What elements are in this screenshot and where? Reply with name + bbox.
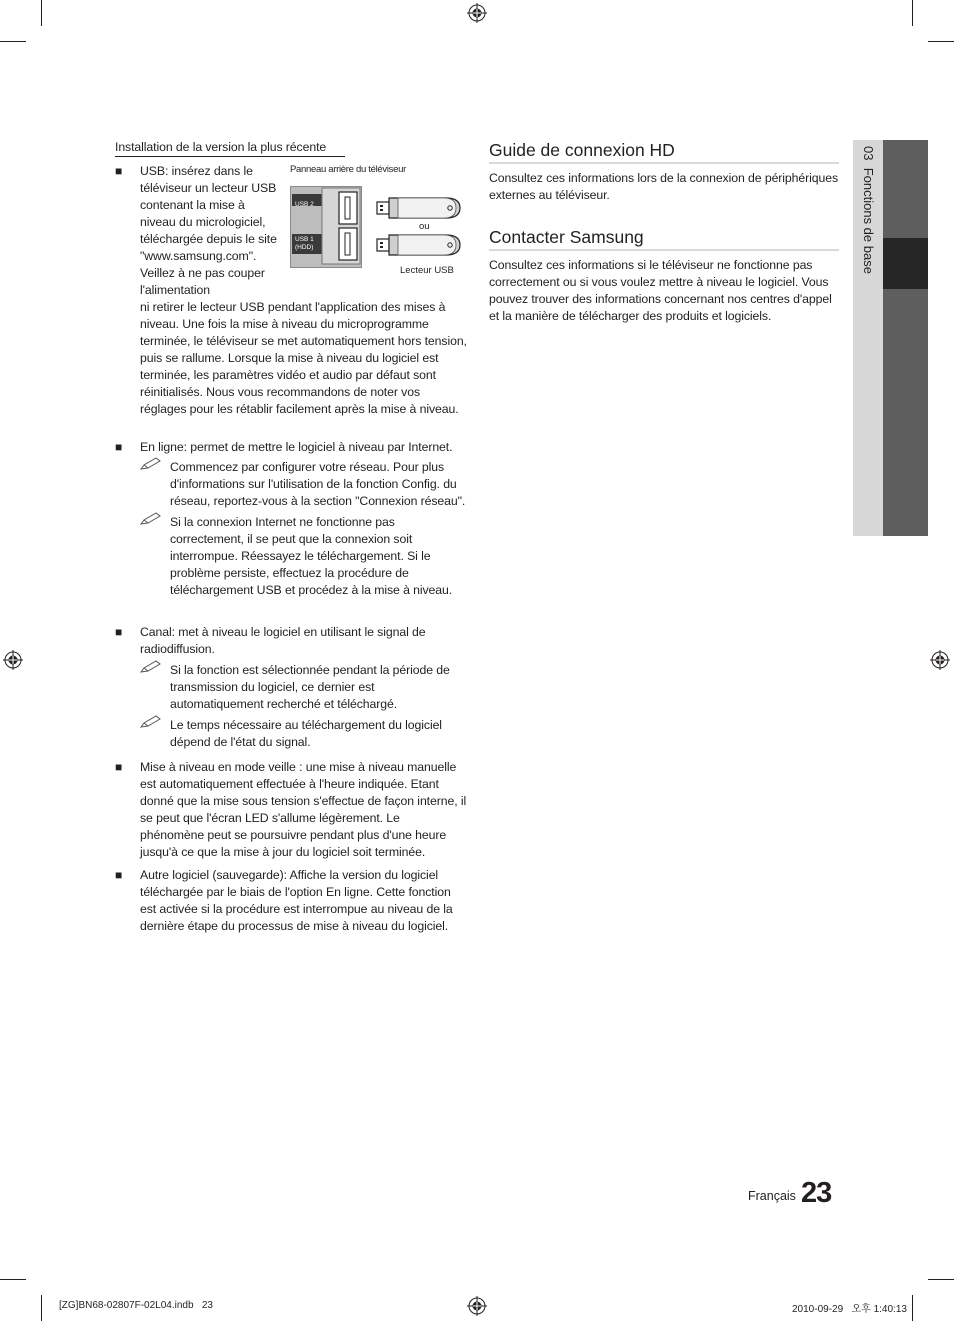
note-text: Si la connexion Internet ne fonctionne pas correctement, il se peut que la connexion soit interrompue. Réessayez le téléchargement. Si le problème persiste, effectuez la procédure de téléchargement USB et procédez à la mise à niveau.	[170, 515, 453, 597]
bullet-canal-text	[140, 624, 467, 751]
note	[170, 662, 467, 713]
note-text: Si la fonction est sélectionnée pendant la période de transmission du logiciel, ce dernier est automatiquement recherché et téléchargé.	[170, 663, 450, 711]
square-bullet-icon: ■	[115, 760, 123, 774]
note-pencil-icon	[140, 512, 162, 526]
print-timestamp: 2010-09-29 오후 1:40:13	[792, 1304, 907, 1315]
heading-contacter-samsung: Contacter Samsung	[489, 227, 644, 247]
heading-rule	[489, 249, 839, 251]
square-bullet-icon: ■	[115, 164, 123, 178]
note	[170, 459, 467, 510]
print-file-info: [ZG]BN68-02807F-02L04.indb 23	[59, 1300, 213, 1311]
chapter-tab-label	[858, 146, 878, 346]
bullet-en-ligne	[115, 439, 467, 599]
port-label-usb1: USB 1	[295, 236, 314, 243]
heading-rule	[489, 162, 839, 164]
chapter-title: Fonctions de base	[861, 167, 876, 274]
note-pencil-icon	[140, 715, 162, 729]
guide-connexion-text: Consultez ces informations lors de la connexion de périphériques externes au téléviseur.	[489, 171, 839, 202]
tv-rear-panel-illustration	[290, 186, 370, 268]
registration-mark-icon	[467, 1296, 487, 1316]
chapter-tab-dark	[883, 140, 928, 536]
figure-caption-top: Panneau arrière du téléviseur	[290, 164, 406, 175]
square-bullet-icon: ■	[115, 868, 123, 882]
en-ligne-text: : permet de mettre le logiciel à niveau par Internet.	[183, 440, 453, 454]
usb-drive-icon	[376, 233, 462, 257]
usb-label: USB	[140, 164, 165, 178]
section-title-underline	[115, 156, 345, 157]
registration-mark-icon	[467, 3, 487, 23]
canal-label: Canal	[140, 625, 172, 639]
contacter-samsung-text: Consultez ces informations si le téléviseur ne fonctionne pas correctement ou si vous voulez mettre à niveau le logiciel. Vous pouvez trouver des informations concernant nos centres d'appel et la manière de télécharger des produits et logiciels.	[489, 258, 832, 323]
chapter-tab-active	[883, 238, 928, 289]
figure-or-label: ou	[419, 221, 430, 232]
chapter-number: 03	[861, 146, 876, 161]
en-ligne-label: En ligne	[140, 440, 184, 454]
port-label-usb1-sub: (HDD)	[295, 244, 314, 251]
footer-language: Français	[748, 1189, 796, 1203]
section-title	[115, 139, 326, 156]
section-title-text: Installation de la version la plus récente	[115, 140, 327, 154]
autre-text-1: (sauvegarde): Affiche la version du logiciel téléchargée par le biais de l'option	[140, 868, 439, 899]
heading-guide-connexion: Guide de connexion HD	[489, 140, 675, 160]
usb-drive-icon	[376, 196, 462, 220]
note	[170, 514, 467, 599]
veille-label: Mise à niveau en mode veille	[140, 760, 296, 774]
bullet-veille-text	[140, 759, 467, 861]
canal-text: : met à niveau le logiciel en utilisant le signal de radiodiffusion.	[140, 625, 426, 656]
crop-mark	[912, 1295, 913, 1321]
crop-mark	[928, 1279, 954, 1280]
registration-mark-icon	[3, 650, 23, 670]
bullet-en-ligne-text	[140, 439, 467, 599]
port-label-usb2: USB 2	[295, 201, 314, 208]
crop-mark	[41, 1295, 42, 1321]
figure-caption-bottom: Lecteur USB	[400, 265, 454, 276]
crop-mark	[912, 0, 913, 26]
autre-label-2: En ligne	[325, 885, 370, 899]
note-pencil-icon	[140, 457, 162, 471]
square-bullet-icon: ■	[115, 440, 123, 454]
bullet-autre-logiciel	[115, 867, 467, 935]
note-text: Le temps nécessaire au téléchargement du logiciel dépend de l'état du signal.	[170, 718, 442, 749]
usb-figure	[286, 162, 466, 282]
crop-mark	[41, 0, 42, 26]
note-text: Commencez par configurer votre réseau. Pour plus d'informations sur l'utilisation de la fonction Config. du réseau, reportez-vous à la section "Connexion réseau".	[170, 460, 466, 508]
bullet-autre-text	[140, 867, 467, 935]
page-number: 23	[801, 1177, 832, 1209]
square-bullet-icon: ■	[115, 625, 123, 639]
crop-mark	[928, 41, 954, 42]
veille-text: : une mise à niveau manuelle est automatiquement effectuée à l'heure indiquée. Etant donné que la mise sous tension s'effectue de façon interne, il se peut que l'écran LED s'allume légèrement. Le phénomène peut se poursuivre pendant plus d'une heure jusqu'à ce que la mise à jour du logiciel soit terminée.	[140, 760, 467, 859]
crop-mark	[0, 41, 26, 42]
autre-text-2: . Cette fonction est activée si la procédure est interrompue au niveau de la dernière étape du processus de mise à niveau du logiciel.	[140, 885, 453, 933]
registration-mark-icon	[930, 650, 950, 670]
usb-text-2: ni retirer le lecteur USB pendant l'application des mises à niveau. Une fois la mise à niveau du microprogramme terminée, le téléviseur se met automatiquement hors tension, puis se rallume. Lorsque la mise à niveau du logiciel est terminée, les paramètres vidéo et audio par défaut sont réinitialisés. Nous vous recommandons de noter vos réglages pour les rétablir facilement après la mise à niveau.	[140, 300, 467, 416]
bullet-usb-narrow	[140, 163, 280, 299]
bullet-veille	[115, 759, 467, 861]
bullet-canal	[115, 624, 467, 751]
note-pencil-icon	[140, 660, 162, 674]
autre-label: Autre logiciel	[140, 868, 210, 882]
usb-text-1: : insérez dans le téléviseur un lecteur USB contenant la mise à niveau du micrologiciel, téléchargée depuis le site "www.samsung.com". Veillez à ne pas couper l'alimentation	[140, 164, 277, 297]
note	[170, 717, 467, 751]
crop-mark	[0, 1279, 26, 1280]
